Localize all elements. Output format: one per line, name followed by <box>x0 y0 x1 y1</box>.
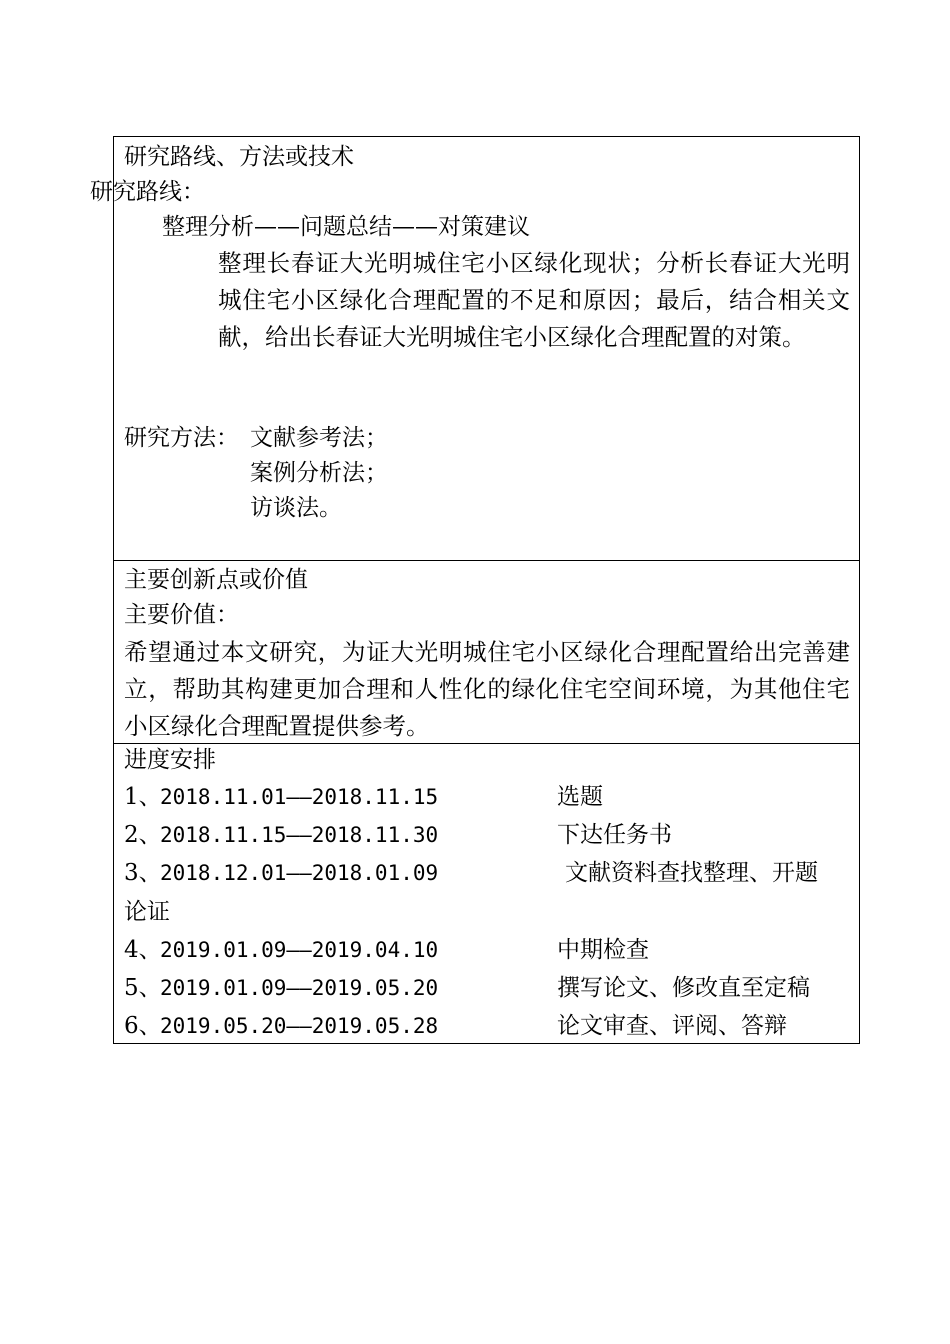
schedule-task: 撰写论文、修改直至定稿 <box>557 975 810 1001</box>
section-heading-schedule: 进度安排 <box>124 747 216 773</box>
method-item: 文献参考法； <box>250 425 388 451</box>
schedule-period: 2019.01.09——2019.05.20 <box>160 976 439 1000</box>
schedule-task: 中期检查 <box>557 937 649 963</box>
value-text: 希望通过本文研究，为证大光明城住宅小区绿化合理配置给出完善建立，帮助其构建更加合理和人性化的绿化住宅空间环境，为其他住宅小区绿化合理配置提供参考。 <box>124 638 850 740</box>
schedule-period: 2019.01.09——2019.04.10 <box>160 938 439 962</box>
method-item: 案例分析法； <box>250 460 388 486</box>
route-label: 研究路线： <box>90 179 205 205</box>
schedule-task-continued: 论证 <box>124 899 170 925</box>
schedule-task: 选题 <box>557 784 603 810</box>
value-label: 主要价值： <box>124 602 239 628</box>
schedule-num: 2、 <box>124 822 162 848</box>
section-heading-value: 主要创新点或价值 <box>124 567 308 593</box>
method-item: 访谈法。 <box>250 495 342 521</box>
route-description: 整理长春证大光明城住宅小区绿化现状；分析长春证大光明城住宅小区绿化合理配置的不足和原因；最后，结合相关文献，给出长春证大光明城住宅小区绿化合理配置的对策。 <box>218 249 850 351</box>
schedule-num: 1、 <box>124 784 162 810</box>
schedule-task: 文献资料查找整理、开题 <box>565 860 818 886</box>
schedule-num: 4、 <box>124 937 162 963</box>
schedule-task: 下达任务书 <box>557 822 672 848</box>
schedule-period: 2018.11.15——2018.11.30 <box>160 823 439 847</box>
methods-label: 研究方法： <box>124 425 239 451</box>
schedule-period: 2018.12.01——2018.01.09 <box>160 861 439 885</box>
route-flow: 整理分析——问题总结——对策建议 <box>162 214 530 240</box>
schedule-period: 2019.05.20——2019.05.28 <box>160 1014 439 1038</box>
schedule-task: 论文审查、评阅、答辩 <box>557 1013 787 1039</box>
schedule-num: 5、 <box>124 975 162 1001</box>
schedule-period: 2018.11.01——2018.11.15 <box>160 785 439 809</box>
schedule-num: 6、 <box>124 1013 162 1039</box>
section-heading-methods: 研究路线、方法或技术 <box>124 144 354 170</box>
schedule-num: 3、 <box>124 860 162 886</box>
